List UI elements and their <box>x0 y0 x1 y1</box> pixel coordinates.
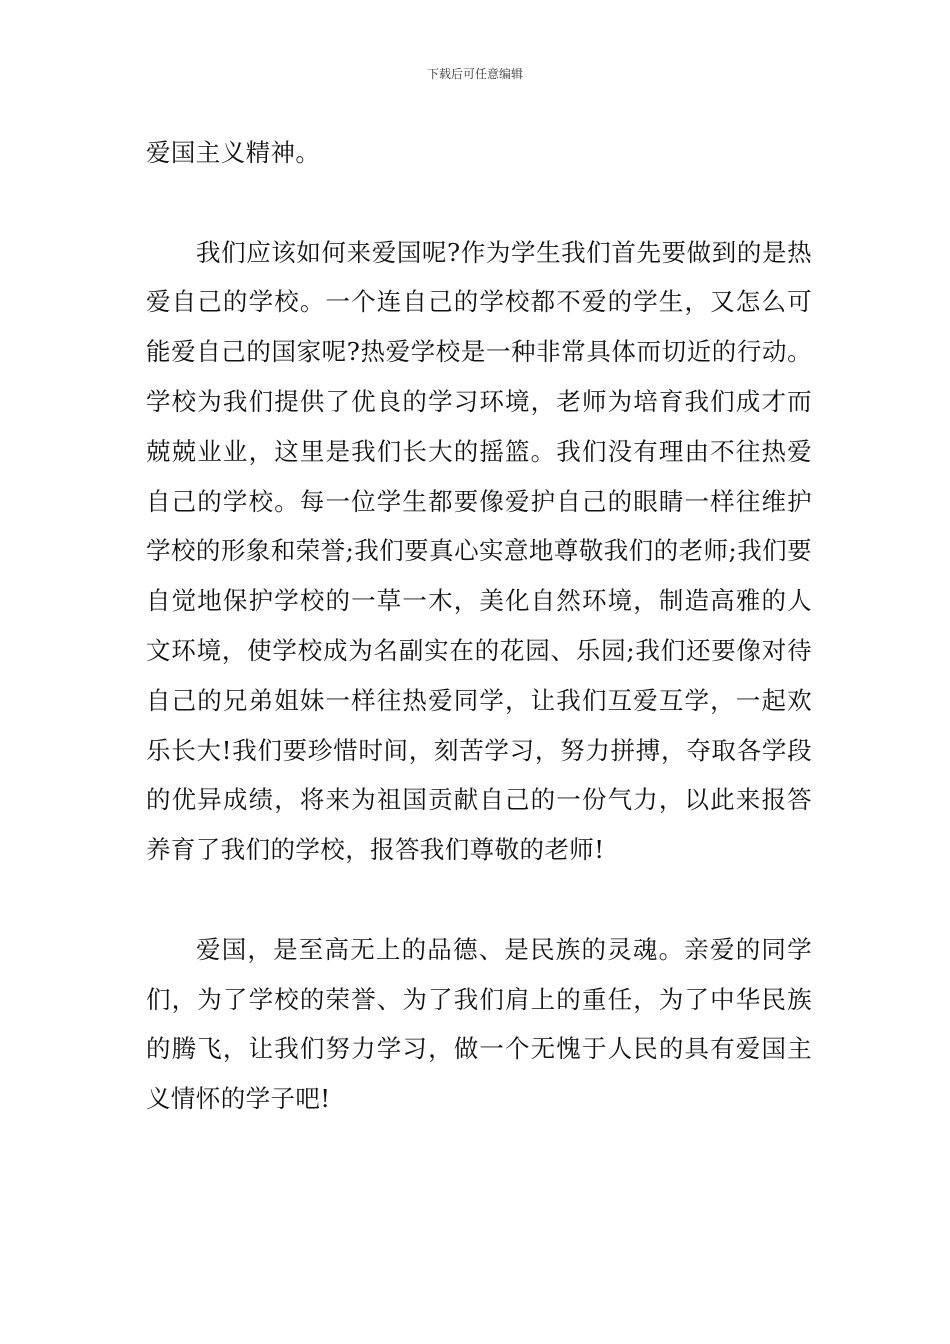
paragraph-conclusion: 爱国，是至高无上的品德、是民族的灵魂。亲爱的同学们，为了学校的荣誉、为了我们肩上的重任，为了中华民族的腾飞，让我们努力学习，做一个无愧于人民的具有爱国主义情怀的学子吧! <box>146 934 812 1114</box>
document-body <box>146 128 812 1124</box>
page-header: 下载后可任意编辑 <box>426 67 523 81</box>
paragraph-continuation: 爱国主义精神。 <box>146 138 321 167</box>
paragraph-spacer <box>146 178 812 228</box>
paragraph-spacer <box>146 875 812 925</box>
paragraph-love-school: 我们应该如何来爱国呢?作为学生我们首先要做到的是热爱自己的学校。一个连自己的学校都不爱的学生，又怎么可能爱自己的国家呢?热爱学校是一种非常具体而切近的行动。学校为我们提供了优良的学习环境，老师为培育我们成才而兢兢业业，这里是我们长大的摇篮。我们没有理由不往热爱自己的学校。每一位学生都要像爱护自己的眼睛一样往维护学校的形象和荣誉;我们要真心实意地尊敬我们的老师;我们要自觉地保护学校的一草一木，美化自然环境，制造高雅的人文环境，使学校成为名副实在的花园、乐园;我们还要像对待自己的兄弟姐妹一样往热爱同学，让我们互爱互学，一起欢乐长大!我们要珍惜时间，刻苦学习，努力拼搏，夺取各学段的优异成绩，将来为祖国贡献自己的一份气力，以此来报答养育了我们的学校，报答我们尊敬的老师! <box>146 237 812 865</box>
